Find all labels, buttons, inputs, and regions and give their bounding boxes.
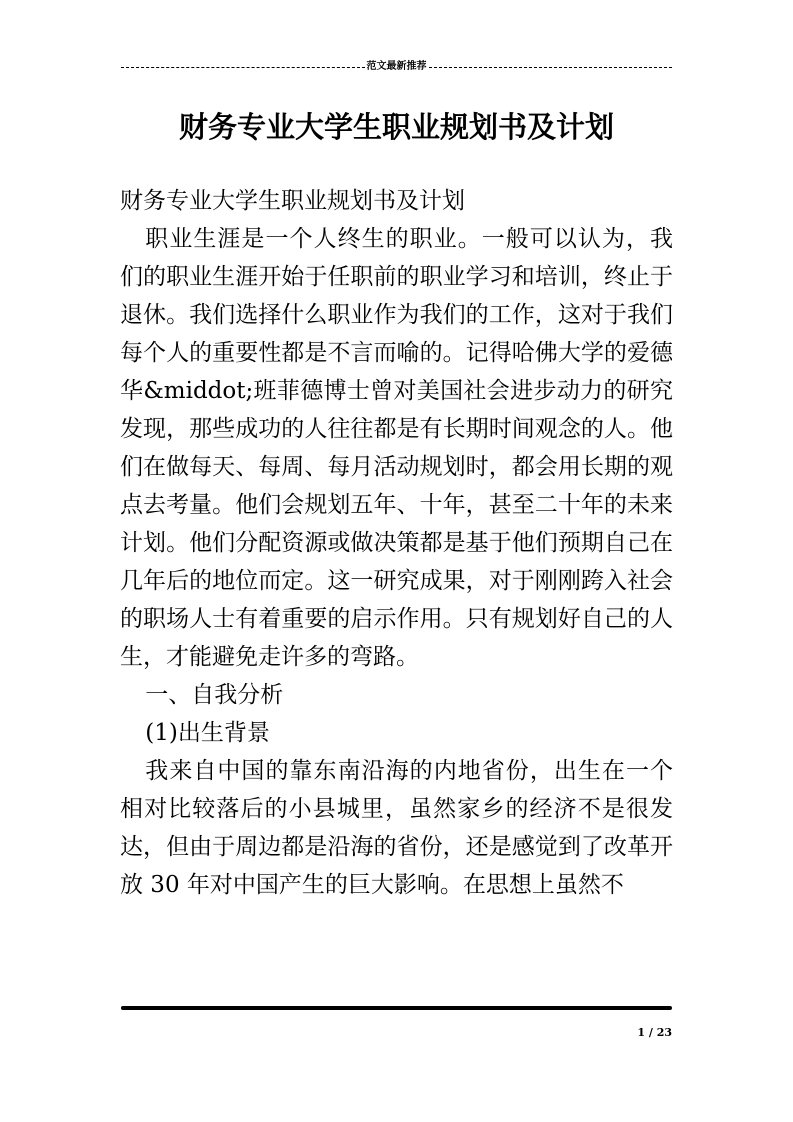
subsection-heading: (1)出生背景: [145, 720, 270, 746]
page-header: [121, 59, 672, 75]
section-heading: 一、自我分析: [145, 682, 284, 708]
document-body: [120, 182, 673, 904]
header-dash-left: [121, 67, 365, 68]
page-number: 1 / 23: [637, 1026, 672, 1039]
header-dash-right: [429, 67, 673, 68]
header-label: 范文最新推荐: [366, 61, 427, 72]
body-paragraph: 职业生涯是一个人终生的职业。一般可以认为，我们的职业生涯开始于任职前的职业学习和培训，终止于退休。我们选择什么职业作为我们的工作，这对于我们每个人的重要性都是不言而喻的。记得哈佛大学的爱德华&middot;班菲德博士曾对美国社会进步动力的研究发现，那些成功的人往往都是有长期时间观念的人。他们在做每天、每周、每月活动规划时，都会用长期的观点去考量。他们会规划五年、十年，甚至二十年的未来计划。他们分配资源或做决策都是基于他们预期自己在几年后的地位而定。这一研究成果，对于刚刚跨入社会的职场人士有着重要的启示作用。只有规划好自己的人生，才能避免走许多的弯路。: [120, 226, 673, 670]
document-title: 财务专业大学生职业规划书及计划: [178, 110, 614, 144]
footer-rule: [121, 1006, 672, 1010]
body-subtitle: 财务专业大学生职业规划书及计划: [120, 188, 465, 214]
body-paragraph: 我来自中国的靠东南沿海的内地省份，出生在一个相对比较落后的小县城里，虽然家乡的经济不是很发达，但由于周边都是沿海的省份，还是感觉到了改革开放 30 年对中国产生的巨大影响。在思想上虽然不: [120, 758, 673, 898]
